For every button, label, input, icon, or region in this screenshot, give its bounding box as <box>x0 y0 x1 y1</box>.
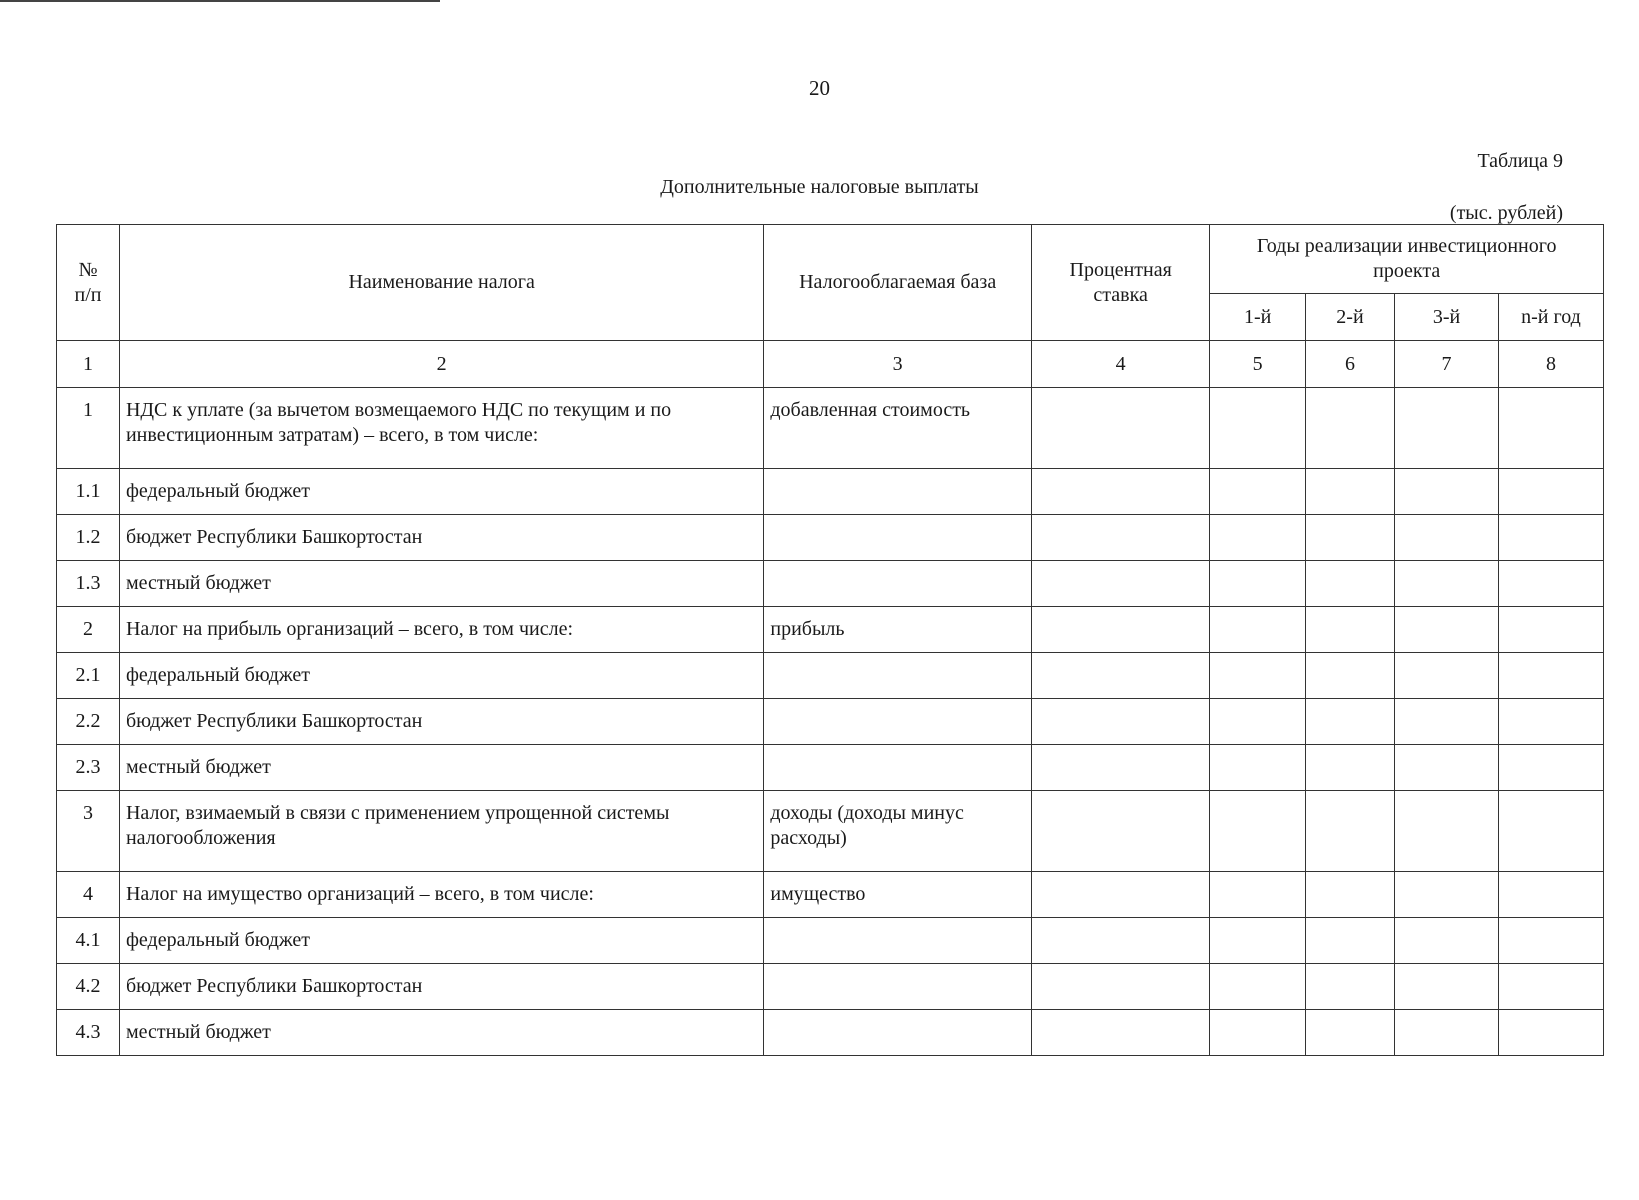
table-row <box>57 872 1604 918</box>
header-num-line2: п/п <box>74 283 102 306</box>
year-2-cell <box>1305 791 1394 872</box>
header-num-line1: № <box>78 258 98 281</box>
year-1-cell <box>1210 653 1306 699</box>
table-row <box>57 745 1604 791</box>
tax-payments-table <box>56 224 1604 1056</box>
year-2-cell <box>1305 607 1394 653</box>
year-3-cell <box>1395 1010 1499 1056</box>
rate-cell <box>1031 918 1209 964</box>
rate-cell <box>1031 561 1209 607</box>
tax-name-cell: местный бюджет <box>119 1010 763 1056</box>
tax-base-cell <box>764 653 1032 699</box>
rate-cell <box>1031 964 1209 1010</box>
year-2-cell <box>1305 469 1394 515</box>
year-2-cell <box>1305 388 1394 469</box>
tax-name-cell: бюджет Республики Башкортостан <box>119 964 763 1010</box>
tax-base-cell <box>764 515 1032 561</box>
row-number: 1.3 <box>57 561 120 607</box>
year-1-cell <box>1210 515 1306 561</box>
header-year-n: n-й год <box>1498 294 1603 341</box>
header-years-line2: проекта <box>1373 260 1441 282</box>
header-year-1: 1-й <box>1210 294 1306 341</box>
rate-cell <box>1031 745 1209 791</box>
column-number: 2 <box>119 341 763 388</box>
year-1-cell <box>1210 745 1306 791</box>
tax-base-cell <box>764 1010 1032 1056</box>
year-3-cell <box>1395 872 1499 918</box>
rate-cell <box>1031 699 1209 745</box>
year-2-cell <box>1305 872 1394 918</box>
year-n-cell <box>1498 653 1603 699</box>
year-1-cell <box>1210 561 1306 607</box>
year-n-cell <box>1498 469 1603 515</box>
year-3-cell <box>1395 964 1499 1010</box>
year-n-cell <box>1498 791 1603 872</box>
row-number: 4.1 <box>57 918 120 964</box>
tax-base-cell <box>764 964 1032 1010</box>
header-years-group <box>1210 225 1604 294</box>
year-n-cell <box>1498 607 1603 653</box>
column-number: 1 <box>57 341 120 388</box>
table-row <box>57 515 1604 561</box>
header-rate-line2: ставка <box>1093 283 1148 306</box>
year-2-cell <box>1305 653 1394 699</box>
year-2-cell <box>1305 745 1394 791</box>
year-1-cell <box>1210 872 1306 918</box>
column-number: 5 <box>1210 341 1306 388</box>
year-3-cell <box>1395 388 1499 469</box>
tax-name-cell: Налог на имущество организаций – всего, в том числе: <box>119 872 763 918</box>
column-number: 8 <box>1498 341 1603 388</box>
tax-name-cell: федеральный бюджет <box>119 918 763 964</box>
rate-cell <box>1031 607 1209 653</box>
header-rate <box>1031 225 1209 341</box>
year-n-cell <box>1498 964 1603 1010</box>
row-number: 1 <box>57 388 120 469</box>
rate-cell <box>1031 653 1209 699</box>
tax-base-cell: прибыль <box>764 607 1032 653</box>
year-3-cell <box>1395 699 1499 745</box>
table-row <box>57 791 1604 872</box>
year-1-cell <box>1210 791 1306 872</box>
table-row <box>57 1010 1604 1056</box>
tax-base-cell <box>764 699 1032 745</box>
year-1-cell <box>1210 964 1306 1010</box>
row-number: 2.3 <box>57 745 120 791</box>
table-row <box>57 699 1604 745</box>
top-rule <box>0 0 440 2</box>
tax-base-cell: доходы (доходы минус расходы) <box>764 791 1032 872</box>
year-1-cell <box>1210 607 1306 653</box>
column-number-row <box>57 341 1604 388</box>
row-number: 1.1 <box>57 469 120 515</box>
column-number: 7 <box>1395 341 1499 388</box>
year-3-cell <box>1395 918 1499 964</box>
table-row <box>57 918 1604 964</box>
row-number: 3 <box>57 791 120 872</box>
header-row <box>57 225 1604 294</box>
year-2-cell <box>1305 699 1394 745</box>
header-year-3: 3-й <box>1395 294 1499 341</box>
row-number: 4.3 <box>57 1010 120 1056</box>
unit-note: (тыс. рублей) <box>1449 202 1563 224</box>
rate-cell <box>1031 791 1209 872</box>
year-3-cell <box>1395 561 1499 607</box>
header-num <box>57 225 120 341</box>
header-rate-line1: Процентная <box>1069 258 1172 281</box>
year-2-cell <box>1305 1010 1394 1056</box>
tax-base-cell <box>764 745 1032 791</box>
tax-base-cell <box>764 918 1032 964</box>
year-n-cell <box>1498 872 1603 918</box>
rate-cell <box>1031 515 1209 561</box>
tax-base-cell <box>764 469 1032 515</box>
tax-base-cell: добавленная стоимость <box>764 388 1032 469</box>
column-number: 3 <box>764 341 1032 388</box>
row-number: 1.2 <box>57 515 120 561</box>
year-1-cell <box>1210 388 1306 469</box>
row-number: 4 <box>57 872 120 918</box>
table-row <box>57 561 1604 607</box>
tax-name-cell: НДС к уплате (за вычетом возмещаемого НДС по текущим и по инвестиционным затратам) – всего, в том числе: <box>119 388 763 469</box>
year-3-cell <box>1395 653 1499 699</box>
column-number: 6 <box>1305 341 1394 388</box>
column-number: 4 <box>1031 341 1209 388</box>
rate-cell <box>1031 388 1209 469</box>
year-3-cell <box>1395 791 1499 872</box>
page-number: 20 <box>809 76 830 100</box>
tax-name-cell: местный бюджет <box>119 745 763 791</box>
tax-base-cell: имущество <box>764 872 1032 918</box>
table-row <box>57 388 1604 469</box>
year-n-cell <box>1498 918 1603 964</box>
tax-name-cell: федеральный бюджет <box>119 469 763 515</box>
year-2-cell <box>1305 515 1394 561</box>
table-row <box>57 964 1604 1010</box>
header-years-line1: Годы реализации инвестиционного <box>1256 235 1557 257</box>
header-tax-base: Налогооблагаемая база <box>764 225 1032 341</box>
header-tax-name: Наименование налога <box>119 225 763 341</box>
tax-name-cell: местный бюджет <box>119 561 763 607</box>
year-1-cell <box>1210 699 1306 745</box>
rate-cell <box>1031 872 1209 918</box>
tax-name-cell: Налог, взимаемый в связи с применением упрощенной системы налогообложения <box>119 791 763 872</box>
year-1-cell <box>1210 918 1306 964</box>
table-row <box>57 607 1604 653</box>
rate-cell <box>1031 1010 1209 1056</box>
row-number: 2 <box>57 607 120 653</box>
table-row <box>57 653 1604 699</box>
header-year-2: 2-й <box>1305 294 1394 341</box>
year-n-cell <box>1498 745 1603 791</box>
year-2-cell <box>1305 561 1394 607</box>
tax-name-cell: федеральный бюджет <box>119 653 763 699</box>
year-1-cell <box>1210 1010 1306 1056</box>
year-1-cell <box>1210 469 1306 515</box>
table-row <box>57 469 1604 515</box>
year-n-cell <box>1498 388 1603 469</box>
year-2-cell <box>1305 918 1394 964</box>
rate-cell <box>1031 469 1209 515</box>
table-label: Таблица 9 <box>1477 150 1563 172</box>
row-number: 2.2 <box>57 699 120 745</box>
row-number: 2.1 <box>57 653 120 699</box>
year-n-cell <box>1498 699 1603 745</box>
tax-name-cell: Налог на прибыль организаций – всего, в том числе: <box>119 607 763 653</box>
year-n-cell <box>1498 1010 1603 1056</box>
row-number: 4.2 <box>57 964 120 1010</box>
table-title: Дополнительные налоговые выплаты <box>660 176 979 198</box>
year-3-cell <box>1395 515 1499 561</box>
year-2-cell <box>1305 964 1394 1010</box>
year-3-cell <box>1395 469 1499 515</box>
year-n-cell <box>1498 515 1603 561</box>
tax-name-cell: бюджет Республики Башкортостан <box>119 515 763 561</box>
year-3-cell <box>1395 745 1499 791</box>
year-3-cell <box>1395 607 1499 653</box>
tax-name-cell: бюджет Республики Башкортостан <box>119 699 763 745</box>
tax-base-cell <box>764 561 1032 607</box>
year-n-cell <box>1498 561 1603 607</box>
